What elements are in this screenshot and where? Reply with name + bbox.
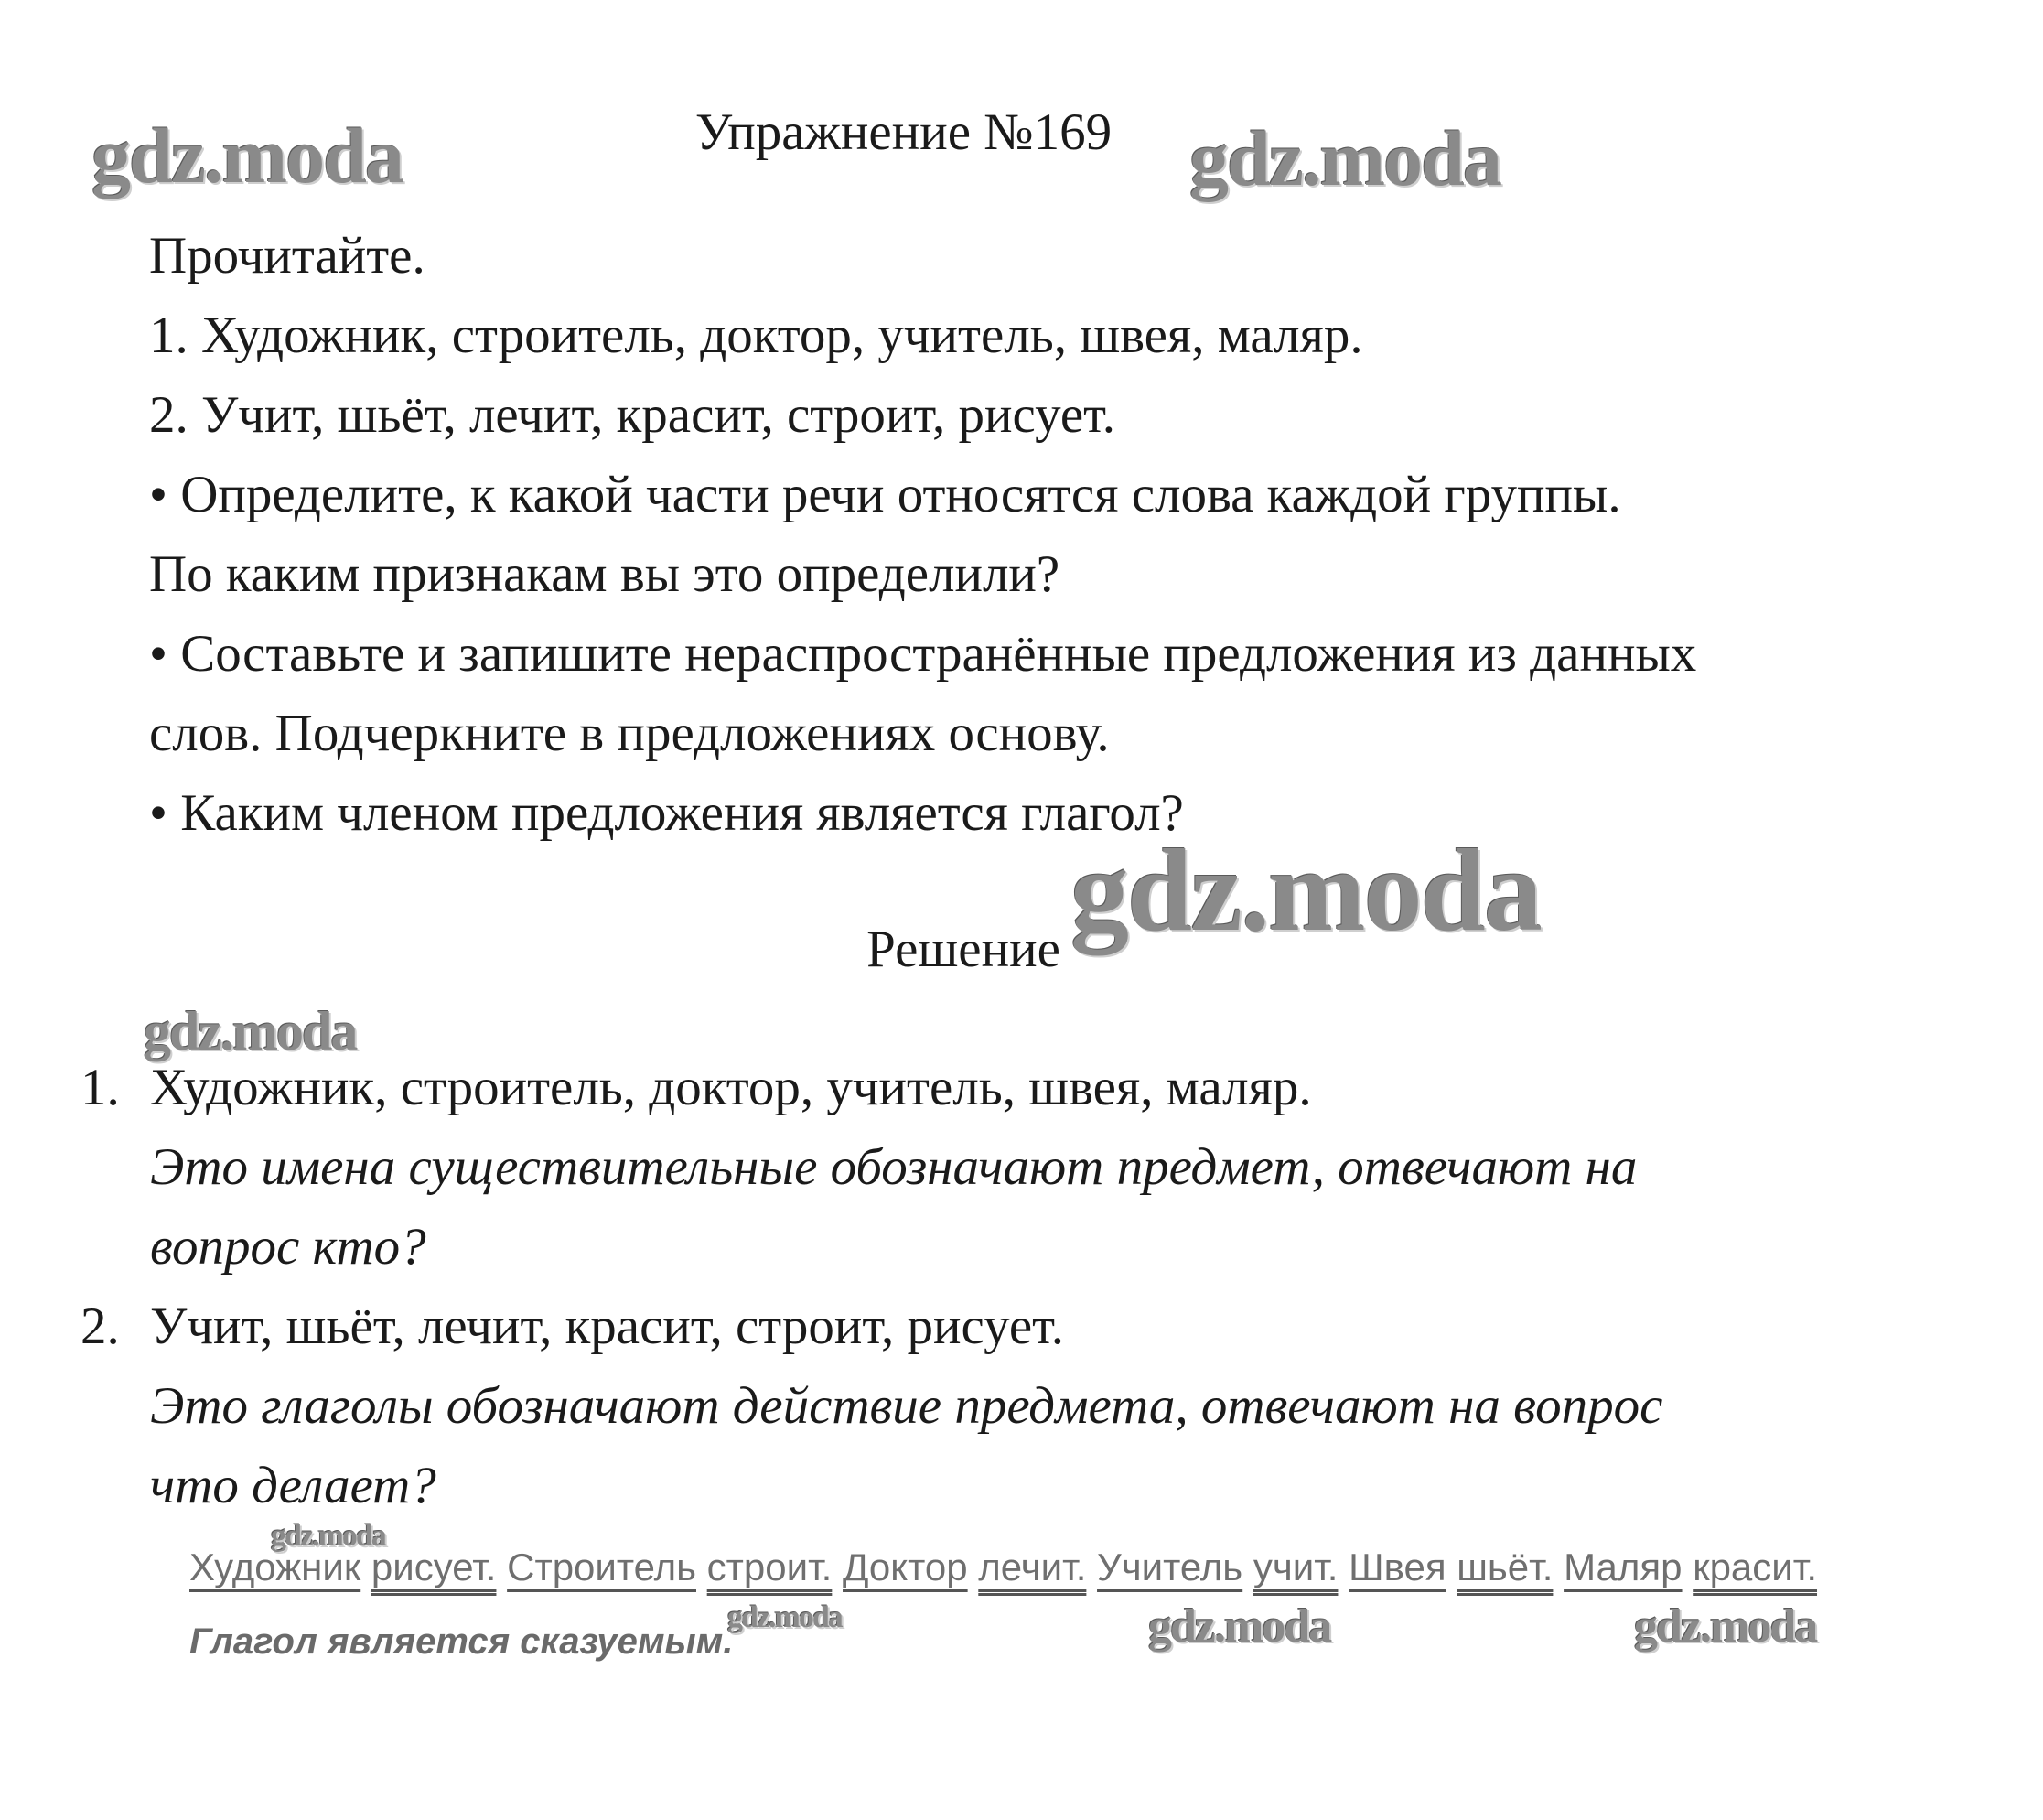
sentence-subject: Строитель: [507, 1545, 696, 1588]
sentence-subject: Художник: [189, 1545, 361, 1588]
sentence-predicate: шьёт.: [1457, 1545, 1554, 1588]
watermark: gdz.moda: [1148, 1600, 1331, 1653]
sentence: [507, 1545, 832, 1588]
watermark: gdz.moda: [727, 1600, 842, 1634]
task-line: • Составьте и запишите нераспространённые предложения из данных: [149, 625, 1697, 683]
answer-words: Учит, шьёт, лечит, красит, строит, рисует.: [150, 1298, 1065, 1355]
answer-words: Художник, строитель, доктор, учитель, швея, маляр.: [150, 1059, 1312, 1116]
sentence: [189, 1545, 496, 1588]
sentence-subject: Доктор: [843, 1545, 968, 1588]
sentence-predicate: лечит.: [978, 1545, 1087, 1588]
task-line: слов. Подчеркните в предложениях основу.: [149, 705, 1110, 762]
watermark: gdz.moda: [91, 112, 403, 199]
sentence-predicate: красит.: [1693, 1545, 1818, 1588]
watermark: gdz.moda: [271, 1519, 385, 1553]
answers-list: [81, 1054, 1819, 1532]
watermark: gdz.moda: [1189, 114, 1500, 202]
sentence-predicate: рисует.: [371, 1545, 497, 1588]
sentence: [1097, 1545, 1338, 1588]
answer-item: [81, 1054, 1819, 1293]
sentence-subject: Учитель: [1097, 1545, 1243, 1588]
solution-title: Решение: [866, 921, 1060, 978]
conclusion-text: Глагол является сказуемым.: [189, 1621, 734, 1662]
sentence: [1564, 1545, 1817, 1588]
answer-item: [81, 1293, 1819, 1532]
exercise-title: Упражнение №169: [694, 103, 1113, 161]
watermark: gdz.moda: [1634, 1600, 1817, 1653]
answer-explanation: Это имена существительные обозначают предмет, отвечают на: [150, 1138, 1638, 1196]
task-line: • Определите, к какой части речи относятся слова каждой группы.: [149, 466, 1621, 523]
sentence: [1349, 1545, 1553, 1588]
sentences-line: [189, 1542, 1817, 1593]
task-line: • Каким членом предложения является глагол?: [149, 784, 1184, 842]
answer-explanation: Это глаголы обозначают действие предмета, отвечают на вопрос: [150, 1377, 1663, 1435]
answer-explanation: что делает?: [150, 1457, 436, 1514]
sentence-predicate: строит.: [706, 1545, 833, 1588]
answer-number: 2.: [81, 1298, 120, 1355]
sentence-subject: Швея: [1349, 1545, 1446, 1588]
watermark: gdz.moda: [1070, 825, 1541, 955]
task-text: [149, 222, 1796, 859]
sentence-predicate: учит.: [1253, 1545, 1339, 1588]
task-line: По каким признакам вы это определили?: [149, 545, 1060, 603]
task-line: Прочитайте.: [149, 227, 425, 285]
sentence-subject: Маляр: [1564, 1545, 1683, 1588]
sentence: [843, 1545, 1086, 1588]
watermark: gdz.moda: [144, 1001, 357, 1061]
answer-explanation: вопрос кто?: [150, 1218, 426, 1276]
answer-number: 1.: [81, 1059, 120, 1116]
task-line: 1. Художник, строитель, доктор, учитель, швея, маляр.: [149, 307, 1363, 364]
task-line: 2. Учит, шьёт, лечит, красит, строит, рисует.: [149, 386, 1116, 444]
